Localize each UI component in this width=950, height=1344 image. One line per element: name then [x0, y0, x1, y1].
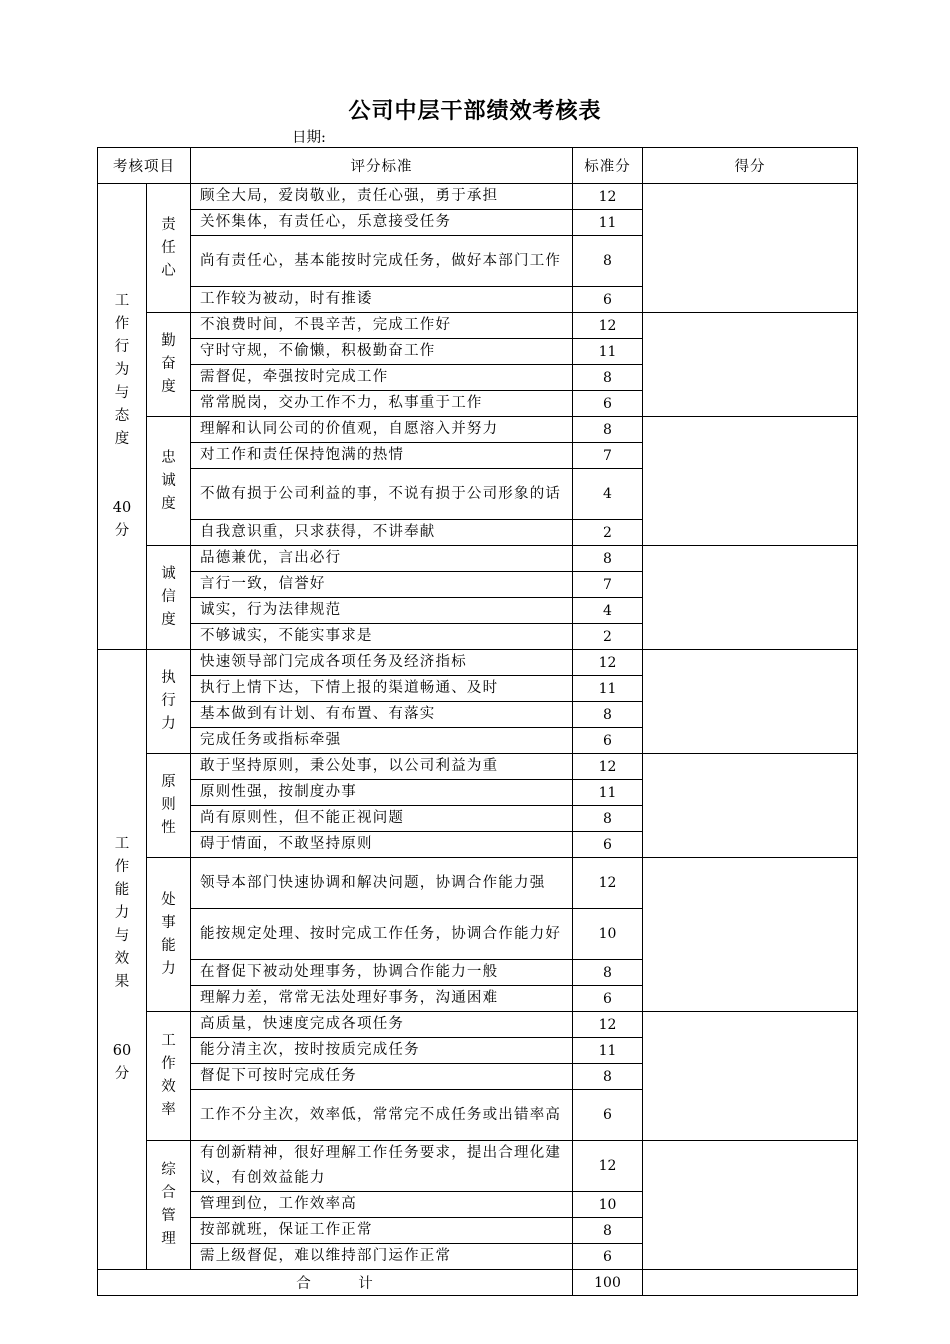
standard-score-cell: 8	[573, 702, 643, 728]
group-label	[147, 754, 191, 858]
group-name-char: 作	[161, 1056, 176, 1072]
group-name-char: 则	[161, 797, 176, 813]
table-row	[98, 1141, 858, 1192]
standard-score-cell: 8	[573, 1218, 643, 1244]
section-name-char: 作	[114, 859, 130, 875]
header-row	[98, 148, 858, 184]
table-row	[98, 754, 858, 780]
group-name-char: 合	[161, 1185, 176, 1201]
standard-score-cell: 8	[573, 236, 643, 287]
criteria-cell: 需上级督促，难以维持部门运作正常	[191, 1244, 573, 1270]
standard-score-cell: 7	[573, 443, 643, 469]
criteria-cell: 言行一致，信誉好	[191, 572, 573, 598]
section-label	[98, 650, 147, 1270]
criteria-cell: 常常脱岗，交办工作不力，私事重于工作	[191, 391, 573, 417]
group-name-char: 效	[161, 1079, 176, 1095]
group-name-char: 忠	[161, 449, 176, 466]
group-name-char: 力	[161, 960, 176, 977]
standard-score-cell: 12	[573, 650, 643, 676]
criteria-cell: 尚有原则性，但不能正视问题	[191, 806, 573, 832]
criteria-cell: 不浪费时间，不畏辛苦，完成工作好	[191, 313, 573, 339]
score-input-cell[interactable]	[643, 754, 858, 858]
section-name-char: 力	[114, 905, 130, 921]
standard-score-cell: 6	[573, 287, 643, 313]
section-name-char: 为	[114, 362, 130, 378]
group-name	[161, 330, 176, 399]
section-name-char: 工	[114, 293, 130, 309]
criteria-cell: 品德兼优，言出必行	[191, 546, 573, 572]
table-row	[98, 313, 858, 339]
score-input-cell[interactable]	[643, 1012, 858, 1141]
standard-score-cell: 12	[573, 754, 643, 780]
score-input-cell[interactable]	[643, 546, 858, 650]
standard-score-cell: 11	[573, 210, 643, 236]
group-name-char: 诚	[161, 566, 176, 582]
form-title: 公司中层干部绩效考核表	[348, 99, 602, 124]
group-name-char: 信	[161, 589, 176, 605]
criteria-cell: 快速领导部门完成各项任务及经济指标	[191, 650, 573, 676]
standard-score-cell: 12	[573, 858, 643, 909]
group-name-char: 事	[161, 914, 176, 931]
standard-score-cell: 8	[573, 806, 643, 832]
group-name	[161, 1159, 176, 1251]
criteria-cell: 工作较为被动，时有推诿	[191, 287, 573, 313]
group-name-char: 度	[161, 495, 176, 512]
group-label	[147, 650, 191, 754]
standard-score-cell: 11	[573, 339, 643, 365]
table-row	[98, 417, 858, 443]
header-standard: 标准分	[573, 148, 643, 184]
group-label	[147, 184, 191, 313]
group-name-char: 行	[161, 693, 176, 709]
section-name-char: 与	[114, 385, 130, 401]
score-input-cell[interactable]	[643, 313, 858, 417]
group-name-char: 率	[161, 1102, 176, 1118]
header-criteria: 评分标准	[191, 148, 573, 184]
criteria-cell: 诚实，行为法律规范	[191, 598, 573, 624]
criteria-cell: 基本做到有计划、有布置、有落实	[191, 702, 573, 728]
criteria-cell: 按部就班，保证工作正常	[191, 1218, 573, 1244]
criteria-cell: 碍于情面，不敢坚持原则	[191, 832, 573, 858]
group-label	[147, 858, 191, 1012]
group-name-char: 任	[161, 239, 176, 256]
criteria-cell: 尚有责任心，基本能按时完成任务，做好本部门工作	[191, 236, 573, 287]
standard-score-cell: 12	[573, 1141, 643, 1192]
group-name-char: 管	[161, 1208, 176, 1224]
group-name-char: 理	[161, 1231, 176, 1247]
criteria-cell: 关怀集体，有责任心，乐意接受任务	[191, 210, 573, 236]
criteria-cell: 敢于坚持原则，秉公处事，以公司利益为重	[191, 754, 573, 780]
group-label	[147, 1141, 191, 1270]
section-name-char: 作	[114, 316, 130, 332]
criteria-cell: 守时守规，不偷懒，积极勤奋工作	[191, 339, 573, 365]
criteria-cell: 有创新精神，很好理解工作任务要求，提出合理化建议，有创效益能力	[191, 1141, 573, 1192]
standard-score-cell: 8	[573, 417, 643, 443]
criteria-cell: 执行上情下达，下情上报的渠道畅通、及时	[191, 676, 573, 702]
criteria-cell: 不做有损于公司利益的事，不说有损于公司形象的话	[191, 469, 573, 520]
group-label	[147, 313, 191, 417]
standard-score-cell: 6	[573, 728, 643, 754]
header-score: 得分	[643, 148, 858, 184]
score-input-cell[interactable]	[643, 650, 858, 754]
standard-score-cell: 10	[573, 1192, 643, 1218]
criteria-cell: 原则性强，按制度办事	[191, 780, 573, 806]
group-name-char: 度	[161, 612, 176, 628]
group-name-char: 心	[161, 262, 176, 279]
section-name-char: 工	[114, 836, 130, 852]
group-label	[147, 417, 191, 546]
group-name-char: 勤	[161, 333, 176, 349]
criteria-cell: 管理到位，工作效率高	[191, 1192, 573, 1218]
section-name-char: 行	[114, 339, 130, 355]
criteria-cell: 能分清主次，按时按质完成任务	[191, 1038, 573, 1064]
group-name	[161, 447, 176, 516]
section-name-char: 果	[114, 974, 130, 990]
standard-score-cell: 10	[573, 909, 643, 960]
group-label	[147, 546, 191, 650]
group-name	[161, 563, 176, 632]
table-row	[98, 546, 858, 572]
score-input-cell[interactable]	[643, 417, 858, 546]
score-input-cell[interactable]	[643, 858, 858, 1012]
group-name-char: 能	[161, 937, 176, 954]
criteria-cell: 完成任务或指标牵强	[191, 728, 573, 754]
total-score: 100	[573, 1270, 643, 1296]
section-points: 60	[112, 1043, 132, 1059]
criteria-cell: 自我意识重，只求获得，不讲奉献	[191, 520, 573, 546]
section-label	[98, 184, 147, 650]
group-name	[161, 889, 176, 981]
group-name	[161, 214, 176, 283]
criteria-cell: 领导本部门快速协调和解决问题，协调合作能力强	[191, 858, 573, 909]
section-name-char: 能	[114, 882, 130, 898]
section-points-unit: 分	[114, 1066, 130, 1082]
standard-score-cell: 6	[573, 1090, 643, 1141]
section-name-char: 与	[114, 928, 130, 944]
header-item: 考核项目	[98, 148, 191, 184]
group-name-char: 处	[161, 891, 176, 908]
standard-score-cell: 6	[573, 391, 643, 417]
section-name-char: 效	[114, 951, 130, 967]
group-name-char: 度	[161, 379, 176, 395]
standard-score-cell: 7	[573, 572, 643, 598]
section-points: 40	[112, 500, 132, 516]
section-name-char: 度	[114, 431, 130, 447]
section-points-unit: 分	[114, 523, 130, 539]
section-name	[115, 290, 130, 451]
standard-score-cell: 12	[573, 1012, 643, 1038]
group-name-char: 性	[161, 820, 176, 836]
section-name	[115, 833, 130, 994]
standard-score-cell: 12	[573, 313, 643, 339]
group-name	[161, 1030, 176, 1122]
criteria-cell: 督促下可按时完成任务	[191, 1064, 573, 1090]
table-row	[98, 858, 858, 909]
standard-score-cell: 11	[573, 780, 643, 806]
group-name-char: 力	[161, 716, 176, 732]
group-label	[147, 1012, 191, 1141]
score-input-cell[interactable]	[643, 184, 858, 313]
criteria-cell: 理解力差，常常无法处理好事务，沟通困难	[191, 986, 573, 1012]
standard-score-cell: 2	[573, 520, 643, 546]
criteria-cell: 对工作和责任保持饱满的热情	[191, 443, 573, 469]
group-name-char: 工	[161, 1033, 176, 1049]
group-name-char: 责	[161, 216, 176, 233]
criteria-cell: 高质量，快速度完成各项任务	[191, 1012, 573, 1038]
standard-score-cell: 8	[573, 960, 643, 986]
standard-score-cell: 11	[573, 1038, 643, 1064]
score-input-cell[interactable]	[643, 1141, 858, 1270]
standard-score-cell: 6	[573, 986, 643, 1012]
criteria-cell: 在督促下被动处理事务，协调合作能力一般	[191, 960, 573, 986]
section-name-char: 态	[114, 408, 130, 424]
group-name	[161, 771, 176, 840]
group-name-char: 原	[161, 774, 176, 790]
group-name	[161, 667, 176, 736]
standard-score-cell: 6	[573, 832, 643, 858]
group-name-char: 奋	[161, 356, 176, 372]
standard-score-cell: 6	[573, 1244, 643, 1270]
group-name-char: 执	[161, 670, 176, 686]
standard-score-cell: 11	[573, 676, 643, 702]
standard-score-cell: 2	[573, 624, 643, 650]
criteria-cell: 需督促，牵强按时完成工作	[191, 365, 573, 391]
standard-score-cell: 4	[573, 469, 643, 520]
criteria-cell: 工作不分主次，效率低，常常完不成任务或出错率高	[191, 1090, 573, 1141]
standard-score-cell: 8	[573, 546, 643, 572]
criteria-cell: 能按规定处理、按时完成工作任务，协调合作能力好	[191, 909, 573, 960]
group-name-char: 诚	[161, 472, 176, 489]
criteria-cell: 理解和认同公司的价值观，自愿溶入并努力	[191, 417, 573, 443]
table-row	[98, 1012, 858, 1038]
criteria-cell: 不够诚实，不能实事求是	[191, 624, 573, 650]
group-name-char: 综	[161, 1162, 176, 1178]
evaluation-table	[97, 147, 858, 1296]
standard-score-cell: 12	[573, 184, 643, 210]
criteria-cell: 顾全大局，爱岗敬业，责任心强，勇于承担	[191, 184, 573, 210]
standard-score-cell: 8	[573, 1064, 643, 1090]
total-score-input-cell[interactable]	[643, 1270, 858, 1296]
total-row	[98, 1270, 858, 1296]
total-label: 合 计	[98, 1270, 573, 1296]
table-row	[98, 184, 858, 210]
date-label: 日期:	[292, 130, 326, 146]
table-row	[98, 650, 858, 676]
standard-score-cell: 4	[573, 598, 643, 624]
standard-score-cell: 8	[573, 365, 643, 391]
